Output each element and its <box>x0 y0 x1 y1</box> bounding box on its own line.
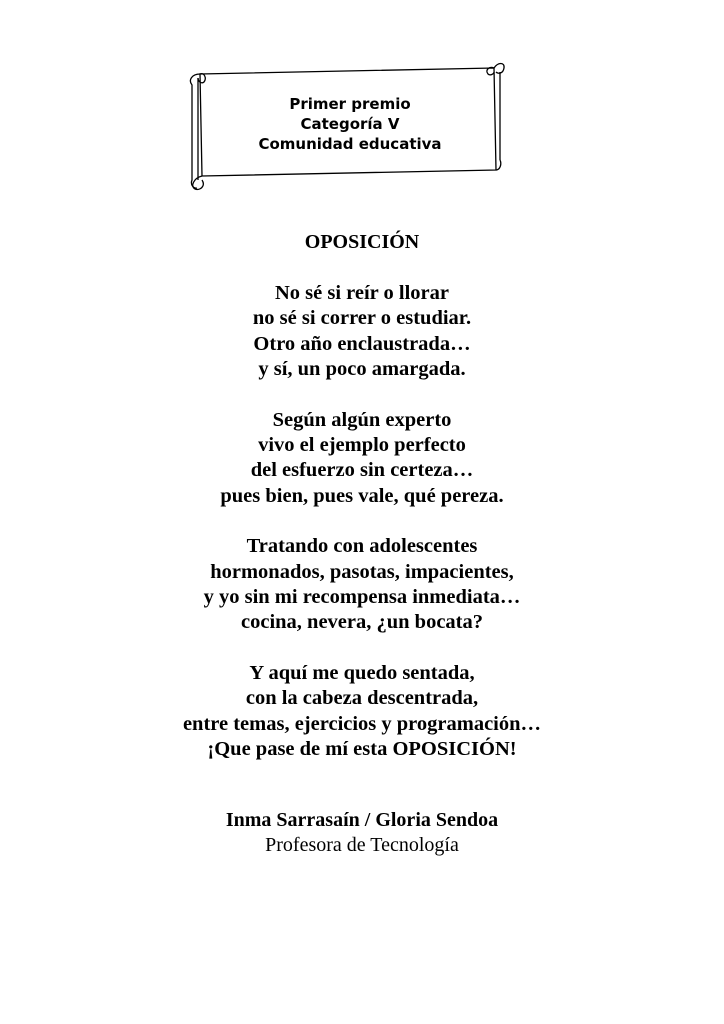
poem-line: cocina, nevera, ¿un bocata? <box>241 611 483 634</box>
banner-community: Comunidad educativa <box>258 135 442 153</box>
poem-line: Según algún experto <box>272 408 452 431</box>
poem-line: hormonados, pasotas, impacientes, <box>210 560 514 583</box>
poem-line: y sí, un poco amargada. <box>258 358 466 381</box>
poem-title: OPOSICIÓN <box>304 231 420 253</box>
author-role: Profesora de Tecnología <box>265 834 459 856</box>
poem-line: no sé si correr o estudiar. <box>252 307 472 330</box>
poem-line: entre temas, ejercicios y programación… <box>182 712 542 735</box>
poem-line: ¡Que pase de mí esta OPOSICIÓN! <box>207 738 517 761</box>
scroll-banner <box>180 52 506 192</box>
poem-line: vivo el ejemplo perfecto <box>258 434 466 457</box>
stanza <box>0 408 724 510</box>
poem-line: del esfuerzo sin certeza… <box>250 459 474 482</box>
stanza <box>0 534 724 636</box>
author-names: Inma Sarrasaín / Gloria Sendoa <box>225 809 499 831</box>
poem-line: Otro año enclaustrada… <box>253 332 471 355</box>
poem-line: y yo sin mi recompensa inmediata… <box>203 586 521 609</box>
banner-category: Categoría V <box>300 115 400 133</box>
banner-text <box>200 94 500 154</box>
poem-line: Y aquí me quedo sentada, <box>249 661 475 684</box>
poem-line: con la cabeza descentrada, <box>245 687 479 710</box>
stanza <box>0 661 724 763</box>
poem-line: No sé si reír o llorar <box>274 282 450 304</box>
stanza <box>0 281 724 383</box>
banner-award: Primer premio <box>289 95 411 113</box>
poem-body <box>0 281 724 788</box>
poem-line: Tratando con adolescentes <box>246 535 478 558</box>
poem-line: pues bien, pues vale, qué pereza. <box>220 484 504 507</box>
